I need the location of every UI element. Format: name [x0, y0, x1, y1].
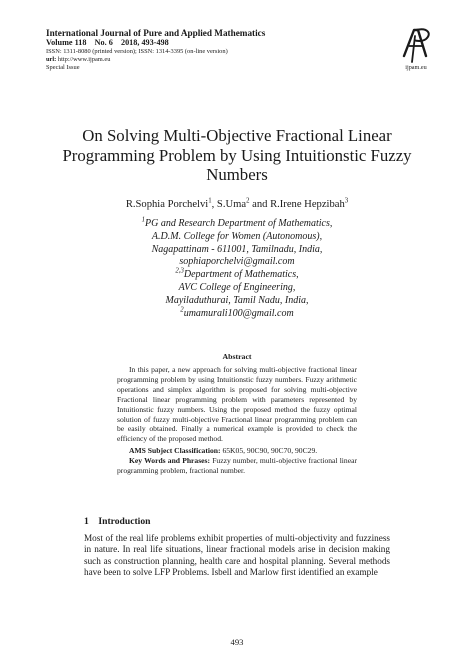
- volume-line: Volume 118 No. 6 2018, 493-498: [46, 38, 169, 47]
- affil-mark: 2: [180, 306, 184, 314]
- author-separator: ,: [211, 199, 217, 210]
- page-number: 493: [230, 637, 244, 647]
- keywords-label: Key Words and Phrases:: [129, 456, 211, 465]
- journal-url[interactable]: http://www.ijpam.eu: [57, 56, 111, 63]
- affil-line: A.D.M. College for Women (Autonomous),: [151, 230, 323, 242]
- author-3-mark: 3: [344, 197, 349, 205]
- url-line: [46, 56, 110, 63]
- abstract-body: In this paper, a new approach for solving multi-objective fractional linear programming problem by using Intuitionstic fuzzy numbers. Fuzzy arithmetic operations and simplex algorithm is proposed for solving multi-objective Fractional linear programming problem with parameters represented by Intuitionstic fuzzy numbers. Using the proposed method the fuzzy optimal solution of fuzzy multi-objective Fractional linear programming problem can be easily obtained. Finally a numerical example is provided to check the efficiency of the proposed method.: [117, 365, 357, 444]
- affil-line: Mayiladuthurai, Tamil Nadu, India,: [165, 294, 309, 306]
- affil-line: PG and Research Department of Mathematics,: [145, 218, 333, 229]
- logo-caption: ijpam.eu: [405, 64, 427, 71]
- author-1: R.Sophia Porchelvi: [125, 199, 209, 210]
- affil-line: AVC College of Engineering,: [178, 281, 296, 293]
- author-email[interactable]: sophiaporchelvi@gmail.com: [179, 256, 295, 268]
- affil-line: Department of Mathematics,: [183, 269, 299, 281]
- ams-label: AMS Subject Classification:: [129, 446, 221, 455]
- special-issue-label: Special Issue: [46, 64, 80, 71]
- author-separator: and: [249, 199, 271, 210]
- section-number: 1: [84, 516, 89, 527]
- author-1-mark: 1: [208, 197, 212, 205]
- keywords-value: Fuzzy number, multi-objective fractional linear programming problem, fractional number.: [117, 456, 357, 475]
- author-3: R.Irene Hepzibah: [270, 199, 345, 210]
- affil-mark: 2,3: [175, 267, 184, 275]
- section-title: Introduction: [98, 516, 151, 527]
- ams-value: 65K05, 90C90, 90C70, 90C29.: [220, 446, 318, 455]
- paper-title: On Solving Multi-Objective Fractional Linear Programming Problem by Using Intuitionstic Fuzzy Numbers: [62, 126, 412, 184]
- abstract-heading: Abstract: [222, 352, 252, 361]
- affil-mark: 1: [141, 216, 146, 224]
- author-list: [60, 199, 414, 210]
- issn-line: ISSN: 1311-8080 (printed version); ISSN: 1314-3395 (on-line version): [46, 48, 228, 55]
- affiliations: [60, 218, 414, 320]
- ams-classification: [117, 446, 357, 456]
- section-body: Most of the real life problems exhibit properties of multi-objectivity and fuzziness in nature. In real life situations, linear fractional models arise in decision making such as construction planning, health care and hospital planning. Several methods have been to solve LFP Problems. Isbell and Marlow first identified an example: [84, 533, 390, 577]
- ijpam-logo-icon: [398, 24, 434, 66]
- affil-line: Nagapattinam - 611001, Tamilnadu, India,: [151, 243, 323, 255]
- author-email[interactable]: umamurali100@gmail.com: [183, 307, 294, 319]
- keywords: [117, 456, 357, 476]
- author-2: S.Uma: [216, 199, 247, 210]
- journal-name: International Journal of Pure and Applied Mathematics: [46, 28, 266, 38]
- url-label: url:: [46, 56, 57, 63]
- section-heading: [84, 516, 150, 527]
- author-2-mark: 2: [246, 197, 250, 205]
